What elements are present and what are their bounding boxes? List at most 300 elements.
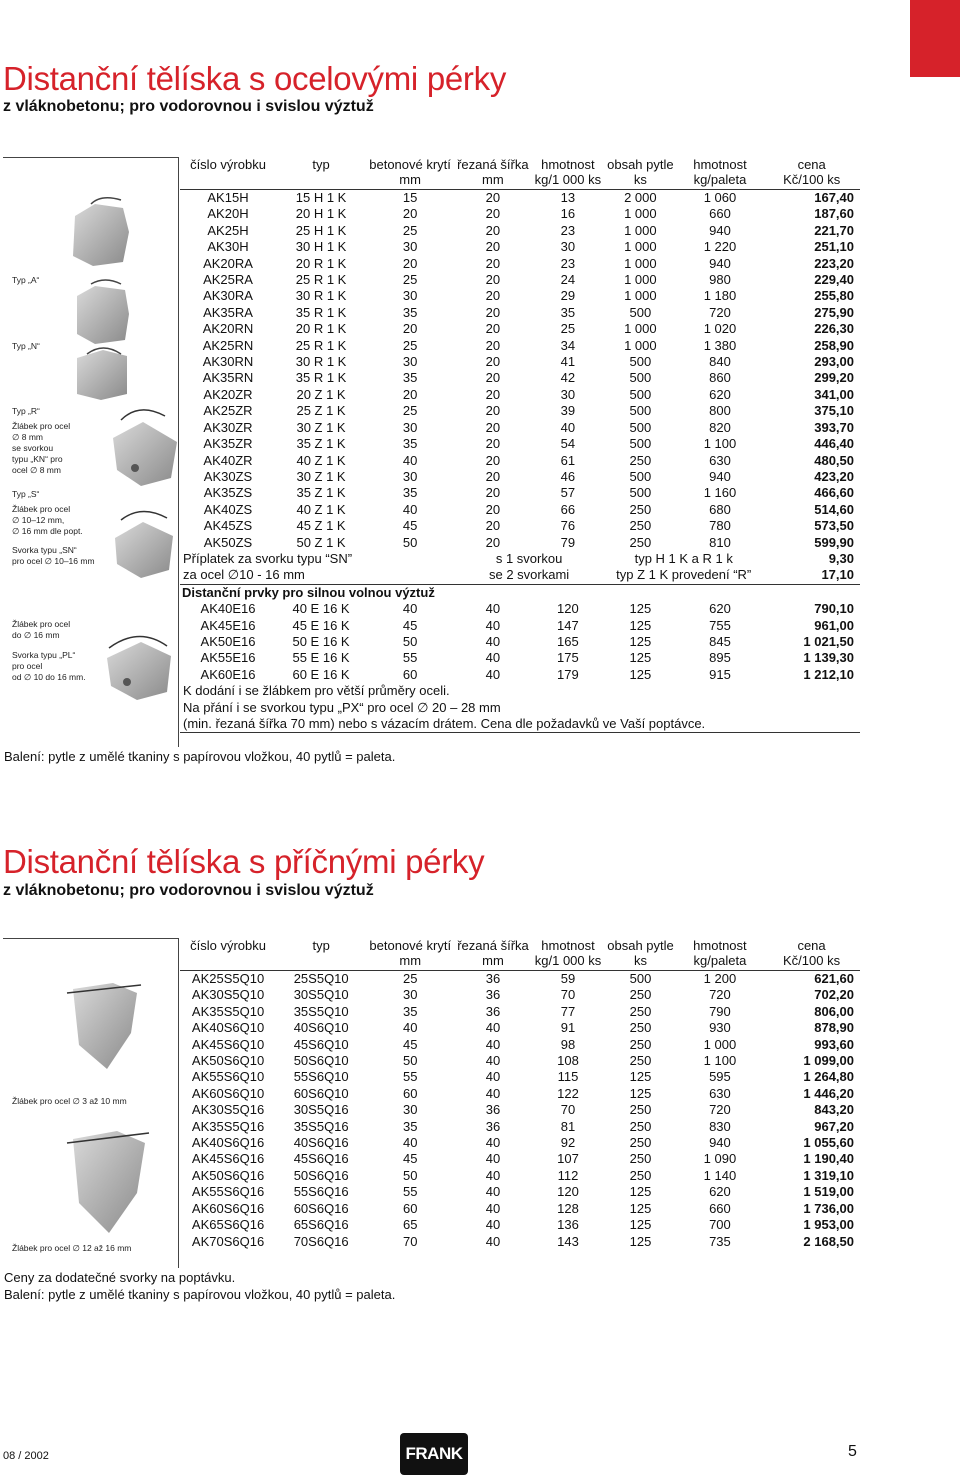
table-cell: 940	[709, 468, 731, 484]
table-cell: AK25ZR	[203, 403, 253, 419]
table-cell: 91	[560, 1020, 576, 1036]
table-cell: 40 Z 1 K	[296, 452, 346, 468]
table-cell: 1 020	[703, 321, 737, 337]
table-cell: 16	[560, 206, 576, 222]
table-cell: 29	[560, 288, 576, 304]
table-cell: 940	[709, 1135, 731, 1151]
price-cell: 1 190,40	[803, 1151, 854, 1167]
table-cell: AK40S6Q10	[191, 1020, 265, 1036]
header-row	[180, 158, 860, 173]
table-cell: 20	[485, 518, 501, 534]
table-cell: 59	[560, 971, 576, 986]
table-cell: 20	[402, 321, 418, 337]
table-cell: 35	[402, 485, 418, 501]
table-row	[180, 1086, 860, 1102]
table-cell: 500	[629, 436, 652, 452]
table-cell: 54	[560, 436, 576, 452]
table-cell: 1 000	[703, 1036, 737, 1052]
table-cell: 250	[629, 1036, 652, 1052]
page-number: 5	[848, 1443, 857, 1460]
col-unit: Kč/100 ks	[763, 954, 860, 971]
table-cell: AK50S6Q10	[191, 1053, 265, 1069]
section1-note: (min. řezaná šířka 70 mm) nebo s vázacím drátem. Cena dle požadavků ve Vaší poptávce.	[180, 716, 860, 733]
table-row	[180, 288, 860, 304]
table-cell: 35	[402, 436, 418, 452]
table-cell: 940	[709, 222, 731, 238]
price-cell: 878,90	[814, 1020, 854, 1036]
table-cell: 30S5Q10	[293, 987, 349, 1003]
price-cell: 1 264,80	[803, 1069, 854, 1085]
table-cell: AK55E16	[200, 650, 256, 666]
table-row	[180, 1168, 860, 1184]
table-cell: AK55S6Q10	[191, 1069, 265, 1085]
table-cell: 250	[629, 534, 652, 550]
table-cell: 143	[557, 1233, 579, 1249]
price-cell: 573,50	[814, 518, 854, 534]
table-cell: 35	[403, 1003, 418, 1019]
table-cell: 30 R 1 K	[295, 288, 347, 304]
table-cell: 30	[402, 468, 418, 484]
label-zlabek-16: Žlábek pro ocel do ∅ 16 mm	[12, 619, 71, 640]
table-cell: AK60S6Q10	[191, 1085, 265, 1101]
table-cell: 120	[557, 601, 579, 617]
table-cell: 122	[557, 1085, 579, 1101]
table-row	[180, 354, 860, 370]
table-cell: AK50S6Q16	[191, 1167, 265, 1183]
table-cell: 500	[629, 403, 652, 419]
table-cell: 700	[709, 1217, 731, 1233]
table-cell: AK30ZR	[203, 419, 253, 435]
table-cell: AK30S5Q10	[191, 987, 265, 1003]
heavy-section-title: Distanční prvky pro silnou volnou výztuž	[180, 584, 860, 601]
col-unit	[276, 954, 366, 971]
price-cell: 621,60	[814, 971, 854, 986]
price-cell: 480,50	[814, 452, 854, 468]
spacer-n-image	[77, 348, 127, 400]
table-row	[180, 1184, 860, 1200]
table-cell: 40	[485, 1020, 501, 1036]
price-cell: 187,60	[814, 206, 854, 222]
col-header: řezaná šířka	[457, 938, 529, 953]
table-cell: 175	[557, 650, 579, 666]
table-cell: AK30RA	[203, 288, 253, 304]
table-cell: 250	[629, 1151, 652, 1167]
table-cell: 250	[629, 987, 652, 1003]
table-cell: AK50ZS	[203, 534, 253, 550]
table-cell: 60S6Q10	[293, 1085, 349, 1101]
table-cell: AK20H	[207, 206, 249, 222]
table-cell: 55 E 16 K	[292, 650, 350, 666]
table-cell: 35S5Q16	[293, 1118, 349, 1134]
table-cell: 40	[485, 1151, 501, 1167]
col-unit: ks	[604, 173, 677, 190]
table-cell: 20	[485, 468, 501, 484]
table-row	[180, 321, 860, 337]
table-cell: AK40E16	[200, 601, 256, 617]
table-cell: 45S6Q16	[293, 1151, 349, 1167]
price-cell: 1 953,00	[803, 1217, 854, 1233]
price-cell: 341,00	[814, 386, 854, 402]
price-cell: 293,00	[814, 354, 854, 370]
table-cell: 40	[485, 633, 501, 649]
table-row	[180, 1234, 860, 1250]
table-cell: 720	[709, 304, 731, 320]
table-cell: 40	[485, 1085, 501, 1101]
table-cell: 36	[485, 1003, 501, 1019]
table-cell: 125	[629, 666, 652, 682]
table-cell: 1 180	[703, 288, 737, 304]
table-cell: 30 Z 1 K	[296, 419, 346, 435]
table-row	[180, 1119, 860, 1135]
label-typ-r: Typ „R“	[12, 406, 40, 416]
table-cell: 1 200	[703, 971, 737, 986]
table-cell: 13	[560, 190, 576, 205]
table-cell: 1 000	[624, 272, 657, 288]
table-cell: 20	[485, 288, 501, 304]
table-cell: 30	[403, 1102, 418, 1118]
table-cell: 108	[557, 1053, 579, 1069]
table-cell: 250	[629, 1102, 652, 1118]
table-cell: AK70S6Q16	[191, 1233, 265, 1249]
table-cell: 30	[560, 386, 576, 402]
table-cell: 680	[709, 501, 731, 517]
table-cell: 30S5Q16	[293, 1102, 349, 1118]
table-cell: AK30RN	[202, 354, 254, 370]
table-cell: 112	[557, 1167, 579, 1183]
price-cell: 702,20	[814, 987, 854, 1003]
table-cell: 41	[560, 354, 576, 370]
col-header: betonové krytí	[369, 157, 451, 172]
col-unit: kg/1 000 ks	[532, 954, 605, 971]
col-unit	[180, 173, 276, 190]
table-cell: 20	[485, 419, 501, 435]
table-cell: 25 Z 1 K	[296, 403, 346, 419]
table-cell: 20	[485, 386, 501, 402]
table-row	[180, 305, 860, 321]
table-cell: 845	[709, 633, 731, 649]
col-header: obsah pytle	[607, 938, 674, 953]
table-cell: 79	[560, 534, 576, 550]
col-unit: mm	[454, 954, 532, 971]
table-cell: 36	[485, 1102, 501, 1118]
table-cell: AK50E16	[200, 633, 256, 649]
table-cell: 40 E 16 K	[292, 601, 350, 617]
table-cell: 50	[403, 1167, 418, 1183]
table-cell: 40	[402, 452, 418, 468]
table-cell: 20	[485, 337, 501, 353]
table-cell: AK45ZS	[203, 518, 253, 534]
table-cell: 136	[557, 1217, 579, 1233]
table-cell: 35	[402, 370, 418, 386]
table-cell: 40 Z 1 K	[296, 501, 346, 517]
price-cell: 393,70	[814, 419, 854, 435]
table-cell: 1 000	[624, 255, 657, 271]
table-cell: 20	[485, 534, 501, 550]
spacer-h-image	[73, 198, 129, 266]
table-cell: 25S5Q10	[293, 971, 349, 986]
price-cell: 806,00	[814, 1003, 854, 1019]
units-row	[180, 173, 860, 190]
col-header: hmotnost	[541, 157, 595, 172]
table-cell: 35 Z 1 K	[296, 436, 346, 452]
table-cell: 820	[709, 419, 731, 435]
section1-packaging: Balení: pytle z umělé tkaniny s papírovou vložkou, 40 pytlů = paleta.	[4, 749, 396, 764]
table-row	[180, 370, 860, 386]
table-cell: AK60E16	[200, 666, 256, 682]
table-row	[180, 436, 860, 452]
section1-note: Na přání i se svorkou typu „PX“ pro ocel ∅ 20 – 28 mm	[183, 699, 501, 715]
table-cell: 40	[485, 1135, 501, 1151]
table-cell: AK25RA	[203, 272, 253, 288]
col-unit: mm	[366, 173, 454, 190]
table-cell: 830	[709, 1118, 731, 1134]
table-cell: 20	[485, 321, 501, 337]
table-cell: AK15H	[207, 190, 249, 205]
table-row	[180, 1217, 860, 1233]
label-typ-r-desc: Žlábek pro ocel ∅ 8 mm se svorkou typu „KN“ pro ocel ∅ 8 mm	[12, 421, 71, 475]
table-cell: 36	[485, 1118, 501, 1134]
table-cell: 1 060	[703, 190, 737, 205]
table-row	[180, 535, 860, 551]
table-cell: 660	[709, 1200, 731, 1216]
table-cell: 36	[485, 971, 501, 986]
table-cell: 50S6Q16	[293, 1167, 349, 1183]
table-cell: 25	[402, 337, 418, 353]
table-cell: 45S6Q10	[293, 1036, 349, 1052]
table-cell: 20	[485, 485, 501, 501]
col-unit: mm	[454, 173, 532, 190]
price-cell: 466,60	[814, 485, 854, 501]
cross-spacer-large-image	[67, 1131, 149, 1233]
price-cell: 1 055,60	[803, 1135, 854, 1151]
table-row	[180, 1020, 860, 1036]
table-cell: 930	[709, 1020, 731, 1036]
table-cell: 1 100	[703, 436, 737, 452]
table-cell: 500	[629, 468, 652, 484]
table-cell: 20	[485, 403, 501, 419]
surcharge-label: Příplatek za svorku typu “SN”	[183, 550, 353, 566]
col-header: cena	[797, 938, 826, 953]
table-cell: 45	[403, 1036, 418, 1052]
table-cell: 780	[709, 518, 731, 534]
table-cell: 61	[560, 452, 576, 468]
price-cell: 167,40	[814, 190, 854, 205]
table-cell: 45	[403, 1151, 418, 1167]
table-cell: 20	[402, 206, 418, 222]
price-cell: 1 519,00	[803, 1184, 854, 1200]
col-header: cena	[797, 157, 826, 172]
table-cell: 147	[557, 617, 579, 633]
table-cell: 250	[629, 452, 652, 468]
table-cell: 30	[402, 419, 418, 435]
label-typ-n: Typ „N“	[12, 341, 40, 351]
table-cell: 23	[560, 222, 576, 238]
table-cell: 40	[485, 666, 501, 682]
spacer-s-image	[115, 511, 173, 578]
section1-subtitle: z vláknobetonu; pro vodorovnou i svislou výztuž	[3, 98, 374, 115]
table-row	[180, 272, 860, 288]
table-cell: 40	[485, 1167, 501, 1183]
table-cell: 20	[485, 272, 501, 288]
price-cell: 1 319,10	[803, 1167, 854, 1183]
table-cell: 620	[709, 386, 731, 402]
table-cell: 250	[629, 518, 652, 534]
table-cell: 20	[485, 304, 501, 320]
table-cell: 36	[485, 987, 501, 1003]
table-cell: 65	[403, 1217, 418, 1233]
surcharge-type: typ H 1 K a R 1 k	[634, 550, 733, 566]
table-cell: 107	[557, 1151, 579, 1167]
price-cell: 375,10	[814, 403, 854, 419]
table-cell: 595	[709, 1069, 731, 1085]
table-cell: 800	[709, 403, 731, 419]
table-cell: 1 000	[624, 239, 657, 255]
table-cell: 60	[403, 1200, 418, 1216]
table-cell: 810	[709, 534, 731, 550]
table-cell: 840	[709, 354, 731, 370]
table-cell: 250	[629, 501, 652, 517]
price-cell: 599,90	[814, 534, 854, 550]
label-zlabek-3-10: Žlábek pro ocel ∅ 3 až 10 mm	[12, 1096, 127, 1106]
table-cell: 92	[560, 1135, 576, 1151]
table-cell: 30	[560, 239, 576, 255]
col-header: typ	[312, 157, 330, 172]
table-cell: AK35S5Q10	[191, 1003, 265, 1019]
table-cell: 630	[709, 452, 731, 468]
price-cell: 299,20	[814, 370, 854, 386]
table-cell: 60	[402, 666, 418, 682]
table-cell: 250	[629, 1167, 652, 1183]
table-cell: 2 000	[624, 190, 657, 205]
table-row	[180, 1102, 860, 1118]
table-cell: 77	[560, 1003, 576, 1019]
table-cell: 125	[629, 1200, 652, 1216]
price-cell: 221,70	[814, 222, 854, 238]
table-cell: 20	[485, 501, 501, 517]
price-cell: 446,40	[814, 436, 854, 452]
table-cell: 250	[629, 1053, 652, 1069]
table-cell: 1 000	[624, 288, 657, 304]
table-cell: 34	[560, 337, 576, 353]
table-cell: AK30S5Q16	[191, 1102, 265, 1118]
price-cell: 1 021,50	[803, 633, 854, 649]
table-cell: 55S6Q10	[293, 1069, 349, 1085]
label-svorka-sn: Svorka typu „SN“ pro ocel ∅ 10–16 mm	[12, 545, 95, 566]
price-cell: 275,90	[814, 304, 854, 320]
table-cell: 25 H 1 K	[295, 222, 347, 238]
table-cell: AK35ZR	[203, 436, 253, 452]
surcharge-type: typ Z 1 K provedení “R”	[616, 567, 752, 583]
cross-spacer-small-image	[67, 983, 141, 1069]
surcharge-count: se 2 svorkami	[488, 567, 570, 583]
table-cell: 165	[557, 633, 579, 649]
table-cell: AK40S6Q16	[191, 1135, 265, 1151]
col-header: řezaná šířka	[457, 157, 529, 172]
table-cell: 40	[485, 1053, 501, 1069]
table-row	[180, 453, 860, 469]
surcharge-row	[180, 567, 860, 584]
price-cell: 1 736,00	[803, 1200, 854, 1216]
price-cell: 258,90	[814, 337, 854, 353]
table-cell: 1 160	[703, 485, 737, 501]
table-row	[180, 206, 860, 222]
table-cell: 620	[709, 601, 731, 617]
table-cell: 1 000	[624, 206, 657, 222]
table-cell: 70	[403, 1233, 418, 1249]
table-cell: 20 H 1 K	[295, 206, 347, 222]
table-cell: 15 H 1 K	[295, 190, 347, 205]
section1-table-body	[180, 190, 860, 733]
table-cell: 40	[485, 601, 501, 617]
table-cell: 30	[402, 354, 418, 370]
table-cell: 50	[402, 534, 418, 550]
table-cell: 500	[629, 485, 652, 501]
table-cell: 15	[402, 190, 418, 205]
table-cell: 1 140	[703, 1167, 737, 1183]
table-cell: 70	[560, 987, 576, 1003]
table-cell: AK35S5Q16	[191, 1118, 265, 1134]
col-unit: kg/paleta	[677, 954, 763, 971]
col-unit: kg/1 000 ks	[532, 173, 605, 190]
frank-logo: FRANK	[400, 1433, 468, 1475]
table-cell: 179	[557, 666, 579, 682]
table-cell: 250	[629, 1118, 652, 1134]
table-cell: 65S6Q16	[293, 1217, 349, 1233]
section2-note: Ceny za dodatečné svorky na poptávku.	[4, 1270, 236, 1285]
table-row	[180, 387, 860, 403]
section2-packaging: Balení: pytle z umělé tkaniny s papírovou vložkou, 40 pytlů = paleta.	[4, 1287, 396, 1302]
table-cell: 125	[629, 1184, 652, 1200]
note-row	[180, 700, 860, 716]
section2-table-body	[180, 971, 860, 1250]
section2-subtitle: z vláknobetonu; pro vodorovnou i svislou výztuž	[3, 882, 374, 899]
col-header: hmotnost	[693, 157, 747, 172]
table-cell: 70S6Q16	[293, 1233, 349, 1249]
table-cell: 125	[629, 1233, 652, 1249]
table-cell: 45 E 16 K	[292, 617, 350, 633]
table-cell: AK30ZS	[203, 468, 253, 484]
col-unit	[276, 173, 366, 190]
table-cell: 125	[629, 601, 652, 617]
surcharge-price: 9,30	[828, 550, 854, 566]
table-cell: 40	[485, 650, 501, 666]
col-unit	[180, 954, 276, 971]
spacer-a-image	[77, 280, 129, 344]
table-cell: 30 Z 1 K	[296, 468, 346, 484]
price-cell: 967,20	[814, 1118, 854, 1134]
table-cell: 250	[629, 1135, 652, 1151]
table-cell: 20	[402, 255, 418, 271]
table-cell: 25 R 1 K	[295, 272, 347, 288]
table-cell: 30 H 1 K	[295, 239, 347, 255]
table-cell: 1 000	[624, 337, 657, 353]
table-cell: 20	[485, 190, 501, 205]
table-row	[180, 634, 860, 650]
table-cell: 720	[709, 1102, 731, 1118]
table-cell: 66	[560, 501, 576, 517]
table-cell: 125	[629, 617, 652, 633]
table-cell: 40	[485, 1233, 501, 1249]
table-row	[180, 518, 860, 534]
section1-price-table	[180, 158, 860, 733]
col-header: hmotnost	[693, 938, 747, 953]
table-row	[180, 618, 860, 634]
table-cell: 25	[402, 272, 418, 288]
table-cell: 40	[485, 1036, 501, 1052]
table-cell: 20 Z 1 K	[296, 386, 346, 402]
note-row	[180, 716, 860, 733]
table-cell: 125	[629, 1085, 652, 1101]
